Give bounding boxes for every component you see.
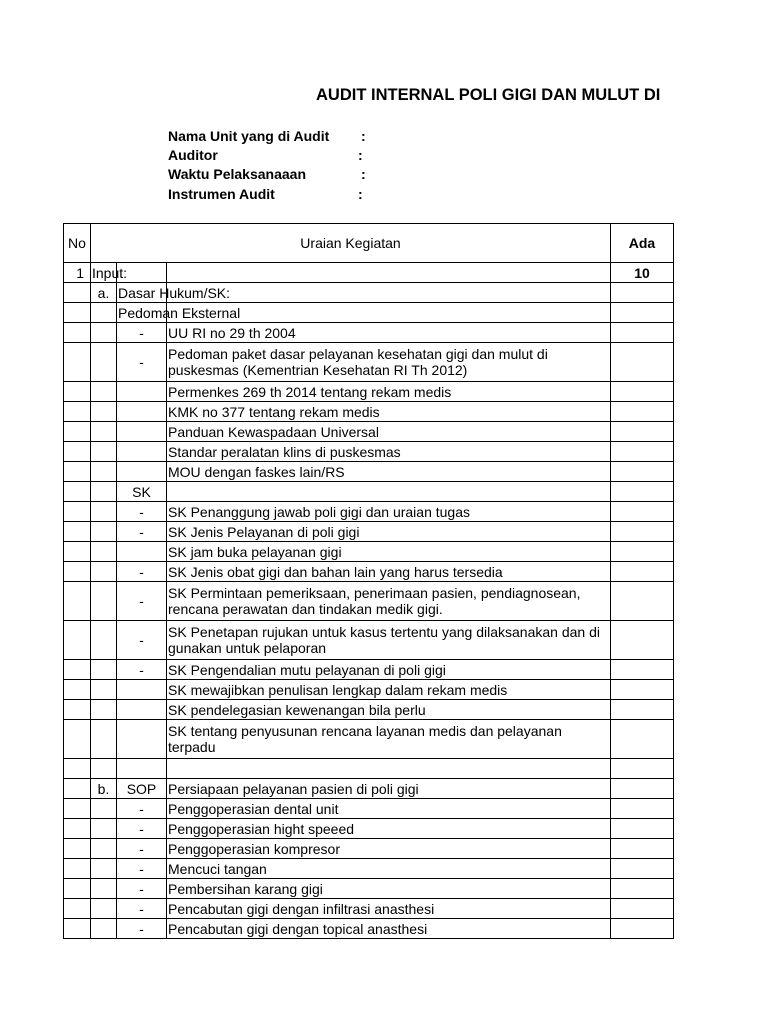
- table-row: [64, 283, 674, 303]
- cell-no: [64, 899, 91, 919]
- cell-level1: [91, 759, 117, 779]
- cell-ada: [611, 700, 674, 720]
- cell-ada: [611, 680, 674, 700]
- cell-description: Panduan Kewaspadaan Universal: [167, 422, 611, 442]
- table-row: [64, 680, 674, 700]
- cell-level2: -: [117, 899, 167, 919]
- cell-no: [64, 621, 91, 660]
- cell-no: [64, 422, 91, 442]
- cell-level2: [117, 759, 167, 779]
- cell-level1: [91, 720, 117, 759]
- table-row: [64, 799, 674, 819]
- table-row: [64, 919, 674, 939]
- cell-level2: -: [117, 562, 167, 582]
- cell-description: [167, 263, 611, 283]
- cell-ada: [611, 859, 674, 879]
- cell-description: Pembersihan karang gigi: [167, 879, 611, 899]
- cell-level2: -: [117, 879, 167, 899]
- meta-auditor: [168, 147, 363, 163]
- cell-ada: [611, 720, 674, 759]
- cell-level1: [91, 700, 117, 720]
- cell-ada: [611, 422, 674, 442]
- cell-no: [64, 283, 91, 303]
- cell-level1: [91, 422, 117, 442]
- cell-description: Penggoperasian hight speeed: [167, 819, 611, 839]
- cell-description: SK jam buka pelayanan gigi: [167, 542, 611, 562]
- audit-table-wrapper: [63, 223, 673, 939]
- cell-level2: -: [117, 621, 167, 660]
- table-row: [64, 263, 674, 283]
- table-row: [64, 343, 674, 382]
- cell-no: [64, 680, 91, 700]
- cell-ada: [611, 542, 674, 562]
- table-row: [64, 462, 674, 482]
- cell-ada: [611, 819, 674, 839]
- cell-no: [64, 879, 91, 899]
- cell-ada: [611, 759, 674, 779]
- table-row: [64, 899, 674, 919]
- cell-no: [64, 582, 91, 621]
- cell-description: SK Penanggung jawab poli gigi dan uraian tugas: [167, 502, 611, 522]
- cell-ada: [611, 621, 674, 660]
- table-row: [64, 621, 674, 660]
- cell-description: KMK no 377 tentang rekam medis: [167, 402, 611, 422]
- cell-level1: [91, 621, 117, 660]
- table-row: [64, 303, 674, 323]
- cell-level1: [91, 542, 117, 562]
- cell-no: [64, 382, 91, 402]
- table-row: [64, 779, 674, 799]
- cell-no: [64, 759, 91, 779]
- cell-level1: Input:: [92, 264, 128, 281]
- cell-no: [64, 323, 91, 343]
- cell-level2: -: [117, 799, 167, 819]
- cell-no: [64, 462, 91, 482]
- document-title: AUDIT INTERNAL POLI GIGI DAN MULUT DI: [316, 86, 661, 104]
- cell-description: SK Jenis Pelayanan di poli gigi: [167, 522, 611, 542]
- cell-level1: [91, 442, 117, 462]
- cell-ada: [611, 442, 674, 462]
- table-row: [64, 382, 674, 402]
- cell-ada: [611, 462, 674, 482]
- cell-level2: [117, 700, 167, 720]
- cell-description: SK Pengendalian mutu pelayanan di poli gigi: [167, 660, 611, 680]
- cell-ada: [611, 879, 674, 899]
- cell-description: SK mewajibkan penulisan lengkap dalam rekam medis: [167, 680, 611, 700]
- table-row: [64, 839, 674, 859]
- cell-no: [64, 819, 91, 839]
- table-row: [64, 402, 674, 422]
- cell-level1: [91, 839, 117, 859]
- cell-level2: -: [117, 502, 167, 522]
- cell-description: SK Penetapan rujukan untuk kasus tertentu yang dilaksanakan dan di gunakan untuk pelaporan: [167, 621, 611, 660]
- cell-description: [167, 482, 611, 502]
- cell-level2: SK: [117, 482, 167, 502]
- cell-level2: [117, 442, 167, 462]
- meta-label: Nama Unit yang di Audit: [168, 128, 330, 144]
- cell-level1: [91, 482, 117, 502]
- cell-ada: [611, 660, 674, 680]
- cell-ada: [611, 799, 674, 819]
- cell-ada: [611, 323, 674, 343]
- cell-description: Persiapaan pelayanan pasien di poli gigi: [167, 779, 611, 799]
- header-ada: Ada: [611, 224, 674, 263]
- cell-description: [167, 283, 611, 303]
- table-row: [64, 720, 674, 759]
- cell-no: [64, 303, 91, 323]
- table-row: [64, 502, 674, 522]
- cell-level1: a.: [91, 283, 117, 303]
- cell-ada: [611, 522, 674, 542]
- meta-colon: :: [361, 128, 366, 144]
- table-row: [64, 859, 674, 879]
- table-row: [64, 582, 674, 621]
- meta-instrumen: [168, 186, 363, 202]
- cell-level1: [91, 582, 117, 621]
- cell-level1: [91, 899, 117, 919]
- cell-ada: [611, 343, 674, 382]
- cell-description: Penggoperasian kompresor: [167, 839, 611, 859]
- cell-level2: Dasar Hukum/SK:: [118, 284, 231, 301]
- cell-no: [64, 562, 91, 582]
- cell-level2: -: [117, 343, 167, 382]
- table-row: [64, 759, 674, 779]
- cell-no: 1: [64, 263, 91, 283]
- cell-no: [64, 919, 91, 939]
- meta-colon: :: [361, 166, 366, 182]
- cell-level2: [117, 382, 167, 402]
- cell-no: [64, 660, 91, 680]
- cell-level2: -: [117, 919, 167, 939]
- cell-ada: [611, 919, 674, 939]
- cell-level2: -: [117, 859, 167, 879]
- cell-ada: [611, 482, 674, 502]
- cell-ada: [611, 502, 674, 522]
- cell-level1: [91, 799, 117, 819]
- table-header-row: [64, 224, 674, 263]
- cell-level1: [91, 522, 117, 542]
- cell-no: [64, 700, 91, 720]
- cell-description: SK Jenis obat gigi dan bahan lain yang harus tersedia: [167, 562, 611, 582]
- cell-ada: [611, 582, 674, 621]
- meta-waktu: [168, 166, 366, 182]
- table-row: [64, 323, 674, 343]
- table-row: [64, 819, 674, 839]
- cell-no: [64, 542, 91, 562]
- meta-label: Auditor: [168, 147, 218, 163]
- cell-no: [64, 799, 91, 819]
- table-row: [64, 482, 674, 502]
- cell-description: [167, 759, 611, 779]
- cell-ada: [611, 382, 674, 402]
- cell-level1: [91, 343, 117, 382]
- cell-level1: [91, 680, 117, 700]
- cell-description: SK pendelegasian kewenangan bila perlu: [167, 700, 611, 720]
- table-row: [64, 542, 674, 562]
- table-row: [64, 522, 674, 542]
- cell-level1: [91, 303, 117, 323]
- cell-no: [64, 482, 91, 502]
- meta-colon: :: [358, 147, 363, 163]
- table-row: [64, 700, 674, 720]
- cell-level2: [117, 422, 167, 442]
- meta-label: Instrumen Audit: [168, 186, 275, 202]
- cell-description: Mencuci tangan: [167, 859, 611, 879]
- cell-no: [64, 402, 91, 422]
- header-no: No: [64, 224, 91, 263]
- cell-no: [64, 720, 91, 759]
- cell-description: Penggoperasian dental unit: [167, 799, 611, 819]
- cell-no: [64, 839, 91, 859]
- cell-ada: [611, 283, 674, 303]
- cell-level2: -: [117, 582, 167, 621]
- cell-level1: [91, 562, 117, 582]
- audit-table-body: [64, 224, 674, 939]
- cell-description: Pencabutan gigi dengan infiltrasi anasthesi: [167, 899, 611, 919]
- cell-level2: -: [117, 522, 167, 542]
- cell-level1: [91, 462, 117, 482]
- cell-level2: [117, 402, 167, 422]
- meta-colon: :: [358, 186, 363, 202]
- cell-level2: -: [117, 819, 167, 839]
- table-row: [64, 879, 674, 899]
- table-row: [64, 422, 674, 442]
- cell-level2: -: [117, 323, 167, 343]
- cell-level1: [91, 859, 117, 879]
- cell-level2: [117, 680, 167, 700]
- cell-level2: [117, 720, 167, 759]
- cell-level1: [91, 660, 117, 680]
- meta-unit: [168, 128, 366, 144]
- cell-level2: Pedoman Eksternal: [118, 304, 241, 321]
- cell-no: [64, 779, 91, 799]
- cell-description: Standar peralatan klins di puskesmas: [167, 442, 611, 462]
- cell-level1: [91, 819, 117, 839]
- cell-no: [64, 442, 91, 462]
- cell-level2: [117, 462, 167, 482]
- cell-ada: [611, 839, 674, 859]
- cell-description: SK Permintaan pemeriksaan, penerimaan pasien, pendiagnosean, rencana perawatan dan tindakan medik gigi.: [167, 582, 611, 621]
- cell-level1: [91, 879, 117, 899]
- cell-ada: [611, 779, 674, 799]
- cell-ada: [611, 562, 674, 582]
- cell-level2: [117, 542, 167, 562]
- meta-label: Waktu Pelaksanaaan: [168, 166, 306, 182]
- cell-level1: [91, 382, 117, 402]
- cell-level1: [91, 919, 117, 939]
- table-row: [64, 562, 674, 582]
- cell-level1: [91, 323, 117, 343]
- cell-level1: [91, 402, 117, 422]
- cell-description: MOU dengan faskes lain/RS: [167, 462, 611, 482]
- cell-description: Permenkes 269 th 2014 tentang rekam medis: [167, 382, 611, 402]
- cell-level2: -: [117, 660, 167, 680]
- cell-no: [64, 859, 91, 879]
- cell-ada: [611, 402, 674, 422]
- cell-no: [64, 343, 91, 382]
- cell-no: [64, 522, 91, 542]
- table-row: [64, 442, 674, 462]
- cell-level2: SOP: [117, 779, 167, 799]
- cell-level2: -: [117, 839, 167, 859]
- cell-description: UU RI no 29 th 2004: [167, 323, 611, 343]
- cell-ada: [611, 899, 674, 919]
- cell-ada: 10: [611, 263, 674, 283]
- cell-description: Pencabutan gigi dengan topical anasthesi: [167, 919, 611, 939]
- cell-ada: [611, 303, 674, 323]
- table-row: [64, 660, 674, 680]
- cell-description: Pedoman paket dasar pelayanan kesehatan gigi dan mulut di puskesmas (Kementrian Kesehatan RI Th 2012): [167, 343, 611, 382]
- cell-level1: [91, 502, 117, 522]
- cell-level1: b.: [91, 779, 117, 799]
- audit-table: [63, 223, 674, 939]
- header-uraian: Uraian Kegiatan: [91, 224, 611, 263]
- cell-no: [64, 502, 91, 522]
- cell-description: SK tentang penyusunan rencana layanan medis dan pelayanan terpadu: [167, 720, 611, 759]
